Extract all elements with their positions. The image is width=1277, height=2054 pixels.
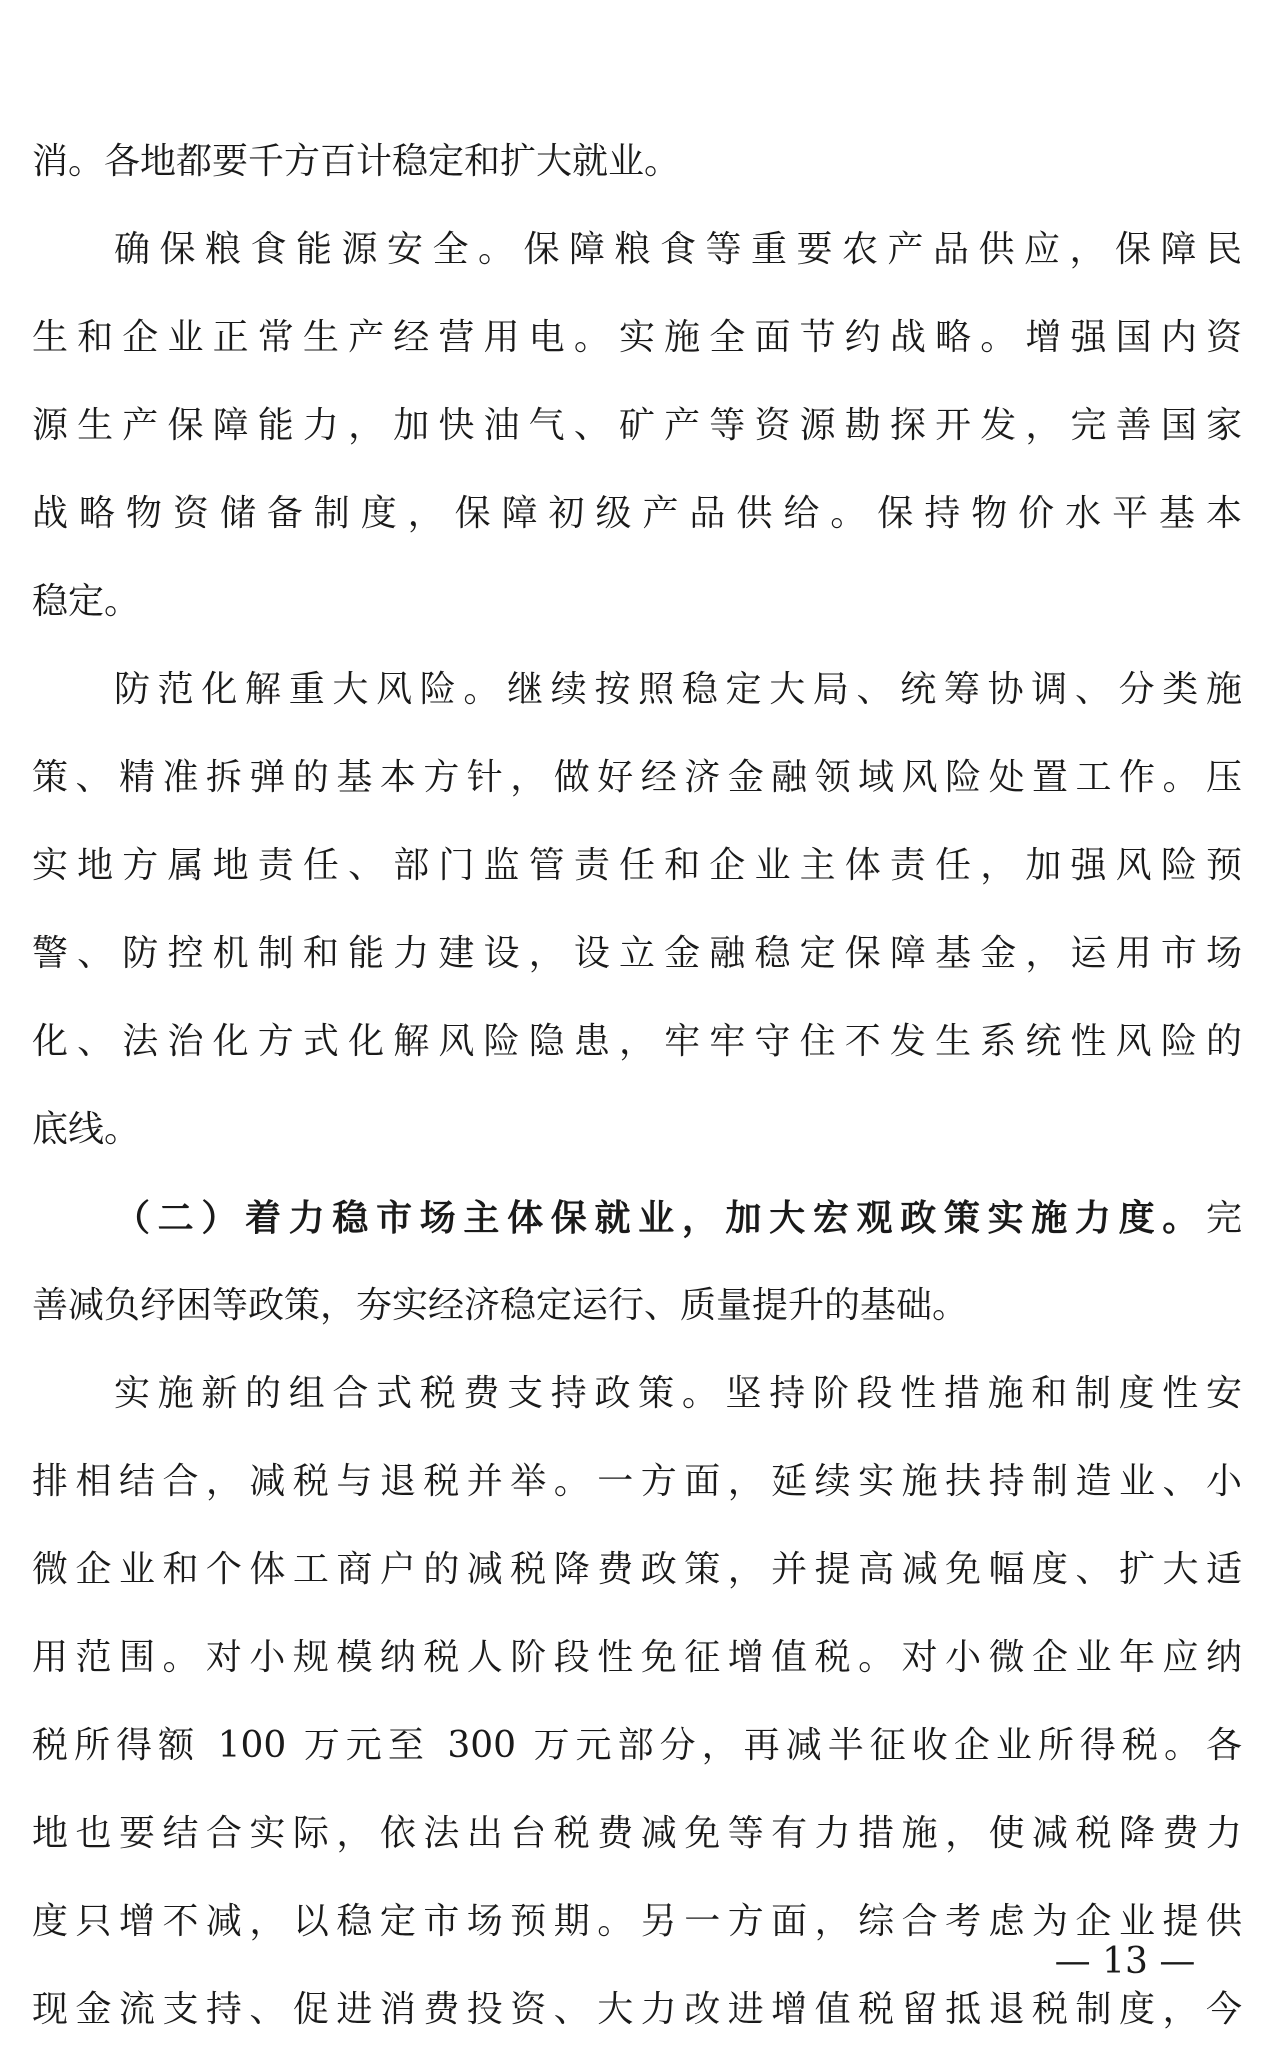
text-line: 生和企业正常生产经营用电。实施全面节约战略。增强国内资 xyxy=(32,317,1242,358)
text-line: 用范围。对小规模纳税人阶段性免征增值税。对小微企业年应纳 xyxy=(32,1637,1242,1678)
text-line: 度只增不减，以稳定市场预期。另一方面，综合考虑为企业提供 xyxy=(32,1901,1242,1942)
text-line: 税所得额 100 万元至 300 万元部分，再减半征收企业所得税。各 xyxy=(32,1725,1242,1766)
section-heading-line xyxy=(32,1174,1242,1262)
text-line: 源生产保障能力，加快油气、矿产等资源勘探开发，完善国家 xyxy=(32,405,1242,446)
text-line: 消。各地都要千方百计稳定和扩大就业。 xyxy=(32,141,681,182)
text-line: 稳定。 xyxy=(32,581,141,622)
page-number: — 13 — xyxy=(1054,1941,1196,1982)
section-heading: （二）着力稳市场主体保就业，加大宏观政策实施力度。 xyxy=(114,1197,1206,1239)
text-line: 微企业和个体工商户的减税降费政策，并提高减免幅度、扩大适 xyxy=(32,1549,1242,1590)
paragraph-first-line: 确保粮食能源安全。保障粮食等重要农产品供应，保障民 xyxy=(114,229,1242,270)
text-line: 策、精准拆弹的基本方针，做好经济金融领域风险处置工作。压 xyxy=(32,757,1242,798)
text-line: 善减负纾困等政策，夯实经济稳定运行、质量提升的基础。 xyxy=(32,1285,969,1326)
heading-continuation-text: 完 xyxy=(1205,1198,1242,1239)
text-line: 战略物资储备制度，保障初级产品供给。保持物价水平基本 xyxy=(32,493,1242,534)
text-line: 实地方属地责任、部门监管责任和企业主体责任，加强风险预 xyxy=(32,845,1242,886)
text-line: 排相结合，减税与退税并举。一方面，延续实施扶持制造业、小 xyxy=(32,1461,1242,1502)
text-line: 化、法治化方式化解风险隐患，牢牢守住不发生系统性风险的 xyxy=(32,1021,1242,1062)
paragraph-first-line: 防范化解重大风险。继续按照稳定大局、统筹协调、分类施 xyxy=(114,669,1242,710)
text-line: 现金流支持、促进消费投资、大力改进增值税留抵退税制度，今 xyxy=(32,1989,1242,2030)
paragraph-first-line: 实施新的组合式税费支持政策。坚持阶段性措施和制度性安 xyxy=(114,1373,1242,1414)
text-line: 警、防控机制和能力建设，设立金融稳定保障基金，运用市场 xyxy=(32,933,1242,974)
text-line: 底线。 xyxy=(32,1109,141,1150)
text-line: 地也要结合实际，依法出台税费减免等有力措施，使减税降费力 xyxy=(32,1813,1242,1854)
document-body xyxy=(32,118,1242,2054)
